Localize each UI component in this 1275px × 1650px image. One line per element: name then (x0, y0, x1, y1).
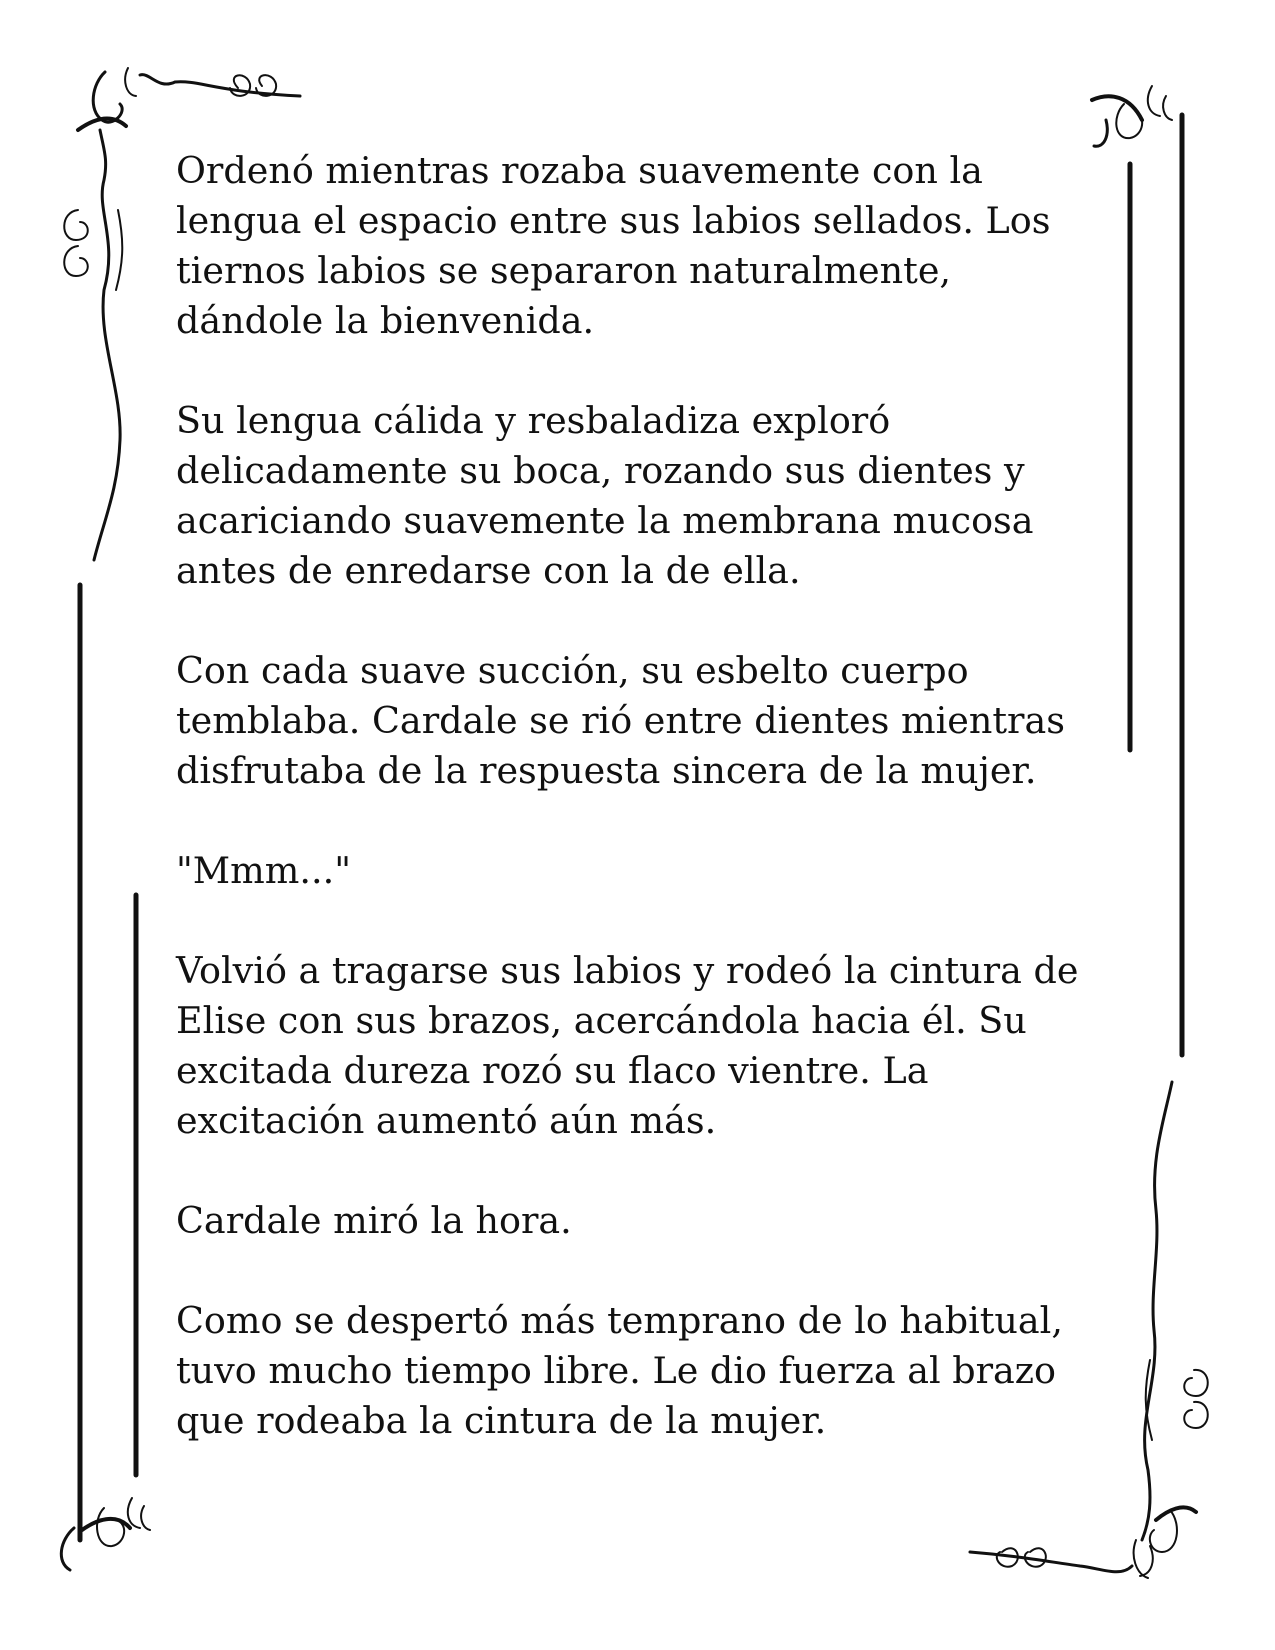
paragraph: Como se despertó más temprano de lo habitual, tuvo mucho tiempo libre. Le dio fuerza al brazo que rodeaba la cintura de la mujer. (176, 1299, 1063, 1442)
paragraph: Volvió a tragarse sus labios y rodeó la cintura de Elise con sus brazos, acercándola hacia él. Su excitada dureza rozó su flaco vientre. La excitación aumentó aún más. (176, 949, 1079, 1142)
flourish-bottom-left (61, 1498, 150, 1570)
paragraph: Con cada suave succión, su esbelto cuerpo temblaba. Cardale se rió entre dientes mientras disfrutaba de la respuesta sincera de la mujer. (176, 649, 1065, 792)
paragraph: Cardale miró la hora. (176, 1199, 572, 1242)
paragraph: Ordenó mientras rozaba suavemente con la lengua el espacio entre sus labios sellados. Los tiernos labios se separaron naturalmente, dándole la bienvenida. (176, 149, 1051, 342)
paragraph: "Mmm..." (176, 849, 351, 892)
document-body (176, 146, 1096, 1446)
paragraph: Su lengua cálida y resbaladiza exploró delicadamente su boca, rozando sus dientes y acariciando suavemente la membrana mucosa antes de enredarse con la de ella. (176, 399, 1034, 592)
flourish-top-right (1092, 86, 1172, 146)
